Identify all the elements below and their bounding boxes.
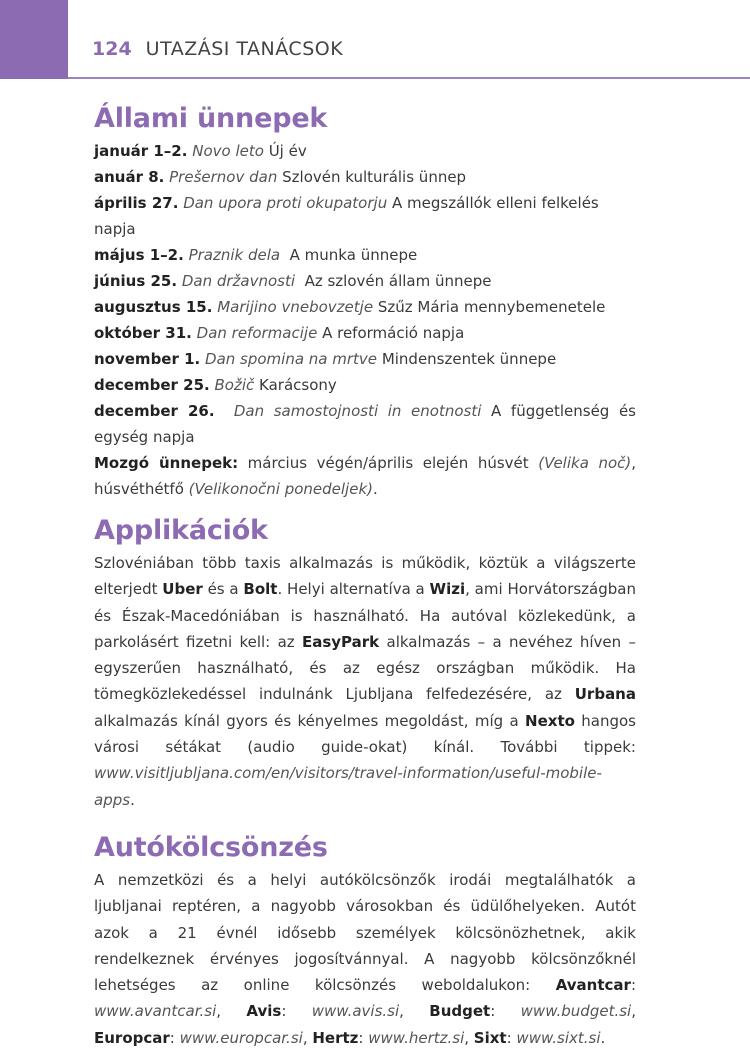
holiday-item (94, 164, 636, 190)
holiday-date: október 31. (94, 324, 192, 342)
holiday-meaning: A függetlenség és egység napja (94, 402, 636, 446)
app-name: Bolt (243, 580, 278, 599)
holiday-local-name: Praznik dela (188, 246, 281, 264)
running-title: UTAZÁSI TANÁCSOK (145, 38, 344, 60)
holiday-meaning: A munka ünnepe (289, 246, 418, 264)
holiday-meaning: A megszállók elleni felkelés napja (94, 194, 599, 238)
holiday-date: június 25. (94, 272, 178, 290)
company-url: www.europcar.si (179, 1028, 303, 1047)
holiday-date: december 25. (94, 376, 210, 394)
app-name: EasyPark (301, 632, 380, 651)
holiday-date: augusztus 15. (94, 298, 213, 316)
holiday-meaning: Mindenszentek ünnepe (381, 350, 557, 368)
holiday-item (94, 294, 636, 320)
movable-label: Mozgó ünnepek: (94, 454, 239, 472)
holiday-item (94, 320, 636, 346)
company-url: www.sixt.si (516, 1028, 601, 1047)
purple-side-tab (0, 0, 68, 79)
holiday-item (94, 346, 636, 372)
holiday-item (94, 138, 636, 164)
company-name: Budget (429, 1002, 491, 1021)
company-url: www.hertz.si (368, 1028, 465, 1047)
company-name: Hertz (312, 1028, 359, 1047)
section-title-apps: Applikációk (94, 515, 268, 546)
holiday-list (94, 138, 636, 502)
movable-local-name: (Velikonočni ponedeljek) (188, 480, 373, 498)
rental-paragraph: A nemzetközi és a helyi autókölcsönzők irodái megtalálhatók a ljubljanai reptéren, a nagyobb városokban és üdülőhelyeken. Autót azok a 21 évnél idősebb személyek kölcsönözhetnek, akik rendelkeznek érvényes jogosítvánnyal. A nagyobb kölcsönzőknél lehetséges az online kölcsönzés weboldalukon: Avantcar: www.avantcar.si, Avis: www.avis.si, Budget: www.budget.si, Europcar: www.europcar.si, Hertz: www.hertz.si, Sixt: www.sixt.si. (94, 870, 636, 1047)
holiday-date: április 27. (94, 194, 179, 212)
movable-end: . (373, 480, 378, 498)
app-name: Wizi (429, 580, 466, 599)
holiday-local-name: Dan državnosti (181, 272, 296, 290)
holiday-meaning: Szlovén kulturális ünnep (282, 168, 467, 186)
company-url: www.avantcar.si (94, 1002, 217, 1021)
holiday-local-name: Dan reformacije (196, 324, 318, 342)
movable-text: március végén/április elején húsvét (247, 454, 529, 472)
holiday-local-name: Dan samostojnosti in enotnosti (233, 402, 482, 420)
holiday-date: május 1–2. (94, 246, 184, 264)
movable-text: , húsvéthétfő (94, 454, 637, 498)
header-rule (68, 77, 750, 79)
holiday-date: december 26. (94, 402, 215, 420)
company-name: Europcar (94, 1028, 170, 1047)
company-name: Avantcar (555, 976, 631, 995)
company-name: Sixt (473, 1028, 507, 1047)
running-header (92, 38, 343, 66)
app-name: Nexto (525, 711, 575, 730)
holiday-item (94, 268, 636, 294)
holiday-local-name: Dan upora proti okupatorju (183, 194, 388, 212)
holiday-item (94, 242, 636, 268)
holiday-date: anuár 8. (94, 168, 165, 186)
holiday-local-name: Marijino vnebovzetje (217, 298, 374, 316)
company-url: www.budget.si (520, 1002, 632, 1021)
holiday-meaning: Új év (268, 142, 307, 160)
section-title-rental: Autókölcsönzés (94, 831, 328, 863)
company-name: Avis (246, 1002, 282, 1021)
holiday-meaning: A reformáció napja (322, 324, 465, 342)
holiday-meaning: Szűz Mária mennybemenetele (377, 298, 606, 316)
holiday-meaning: Az szlovén állam ünnepe (304, 272, 492, 290)
app-name: Uber (162, 580, 203, 599)
holiday-date: január 1–2. (94, 142, 188, 160)
app-name: Urbana (574, 685, 636, 704)
page-number: 124 (92, 38, 132, 60)
movable-holidays (94, 450, 636, 502)
holiday-local-name: Božič (214, 376, 255, 394)
holiday-local-name: Dan spomina na mrtve (205, 350, 378, 368)
holiday-date: november 1. (94, 350, 201, 368)
apps-link: www.visitljubljana.com/en/visitors/travel-information/useful-mobile-apps (94, 764, 602, 809)
section-title-holidays: Állami ünnepek (94, 103, 328, 134)
holiday-item (94, 372, 636, 398)
holiday-local-name: Prešernov dan (169, 168, 278, 186)
movable-local-name: (Velika noč) (538, 454, 632, 472)
page-content (94, 100, 636, 1051)
holiday-local-name: Novo leto (192, 142, 264, 160)
rental-section (94, 829, 636, 1051)
apps-section (94, 512, 636, 813)
apps-paragraph: Szlovéniában több taxis alkalmazás is működik, köztük a világszerte elterjedt Uber és a Bolt. Helyi alternatíva a Wizi, ami Horvátországban és Észak-Macedóniában is használható. Ha autóval közlekedünk, a parkolásért fizetni kell: az EasyPark alkalmazás – a nevéhez híven – egyszerűen használható, és az egész országban működik. Ha tömegközlekedéssel indulnánk Ljubljana felfedezésére, az Urbana alkalmazás kínál gyors és kényelmes megoldást, míg a Nexto hangos városi sétákat (audio guide-okat) kínál. További tippek: www.visitljubljana.com/en/visitors/travel-information/useful-mobile-apps. (94, 554, 636, 809)
holiday-item (94, 398, 636, 450)
holiday-item (94, 190, 636, 242)
company-url: www.avis.si (311, 1002, 400, 1021)
holiday-meaning: Karácsony (259, 376, 337, 394)
